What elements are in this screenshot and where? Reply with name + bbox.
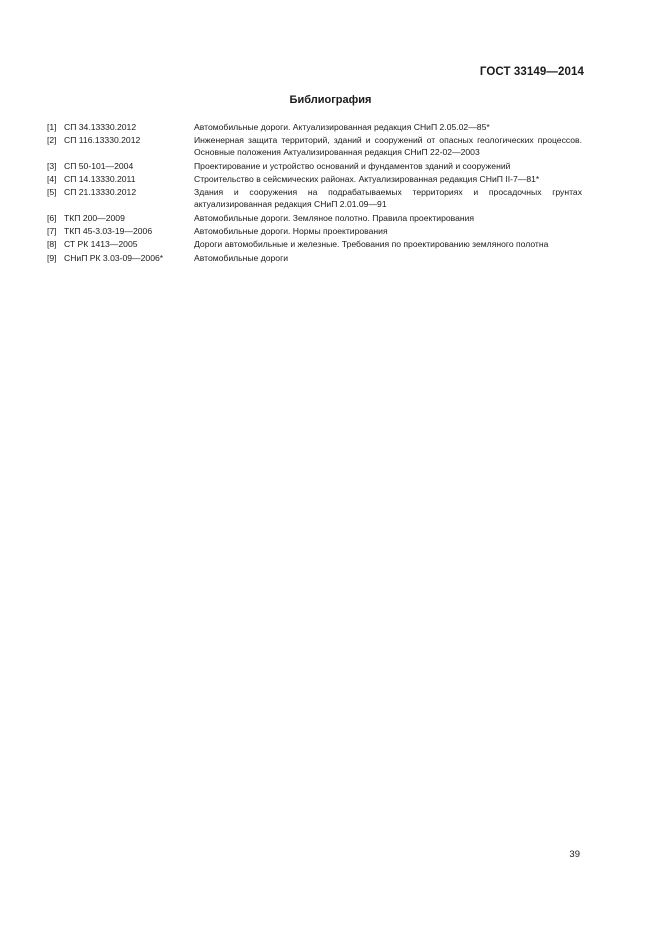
entry-title: Строительство в сейсмических районах. Актуализированная редакция СНиП II-7—81* xyxy=(194,173,540,184)
entry-code: СП 21.13330.2012 xyxy=(64,187,137,198)
entry-number: [9] xyxy=(47,252,57,263)
bibliography-entry xyxy=(47,226,582,238)
entry-number: [6] xyxy=(47,212,57,223)
page-number: 39 xyxy=(569,849,580,860)
bibliography-list xyxy=(47,122,582,266)
entry-number: [3] xyxy=(47,160,57,171)
entry-code: СНиП РК 3.03-09—2006* xyxy=(64,252,164,263)
standard-code-header: ГОСТ 33149—2014 xyxy=(479,66,584,78)
bibliography-entry xyxy=(47,239,582,251)
entry-number: [7] xyxy=(47,225,57,236)
entry-title: Автомобильные дороги xyxy=(194,252,289,263)
entry-number: [4] xyxy=(47,173,57,184)
entry-title: Здания и сооружения на подрабатываемых территориях и просадочных грунтах актуализированная редакция СНиП 2.01.09—91 xyxy=(194,187,582,210)
entry-number: [5] xyxy=(47,187,57,198)
bibliography-entry xyxy=(47,187,582,211)
entry-code: СП 116.13330.2012 xyxy=(64,135,141,146)
bibliography-entry xyxy=(47,161,582,173)
bibliography-entry xyxy=(47,253,582,265)
entry-number: [8] xyxy=(47,239,57,250)
entry-title: Автомобильные дороги. Нормы проектирования xyxy=(194,225,388,236)
entry-code: СП 14.13330.2011 xyxy=(64,173,136,184)
bibliography-entry xyxy=(47,135,582,159)
entry-code: СП 50-101—2004 xyxy=(64,160,134,171)
entry-code: ТКП 45-3.03-19—2006 xyxy=(64,225,153,236)
entry-title: Дороги автомобильные и железные. Требования по проектированию земляного полотна xyxy=(194,239,549,250)
bibliography-entry xyxy=(47,213,582,225)
entry-number: [1] xyxy=(47,122,57,132)
entry-title: Автомобильные дороги. Актуализированная редакция СНиП 2.05.02—85* xyxy=(194,122,490,132)
entry-title: Инженерная защита территорий, зданий и сооружений от опасных геологических процессов. Основные положения Актуализированная редакция СНиП 22-02—2003 xyxy=(194,135,582,158)
bibliography-title: Библиография xyxy=(289,94,372,106)
entry-code: СП 34.13330.2012 xyxy=(64,122,137,132)
entry-code: СТ РК 1413—2005 xyxy=(64,239,138,250)
entry-number: [2] xyxy=(47,135,57,146)
entry-code: ТКП 200—2009 xyxy=(64,212,125,223)
bibliography-entry xyxy=(47,174,582,186)
bibliography-entry xyxy=(47,122,582,134)
entry-title: Проектирование и устройство оснований и фундаментов зданий и сооружений xyxy=(194,160,511,171)
entry-title: Автомобильные дороги. Земляное полотно. Правила проектирования xyxy=(194,212,475,223)
